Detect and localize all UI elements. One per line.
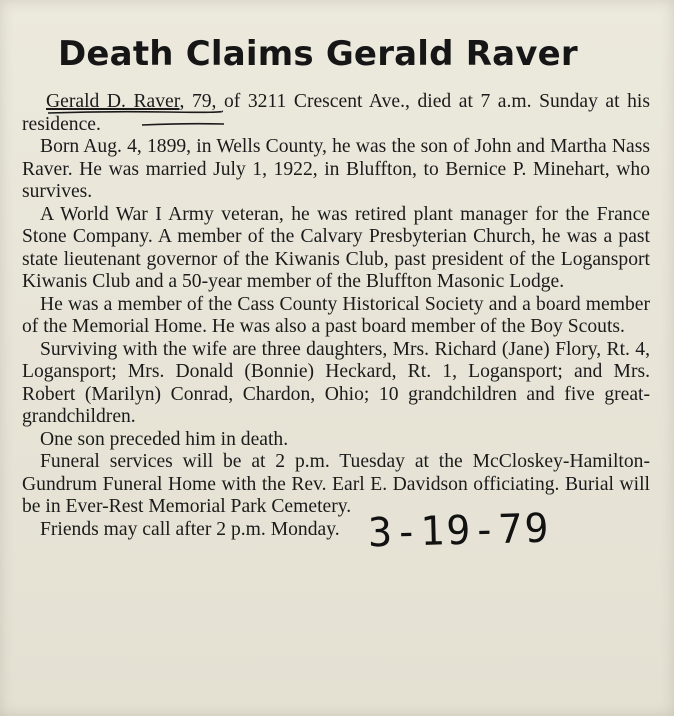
paragraph-lead xyxy=(22,91,650,136)
paragraph-birth: Born Aug. 4, 1899, in Wells County, he was the son of John and Martha Nass Raver. He was married July 1, 1922, in Bluffton, to Bernice P. Minehart, who survives. xyxy=(22,136,650,202)
handwritten-date: 3-19-79 xyxy=(367,505,552,557)
paragraph-text: , 79, of 3211 Crescent Ave., died at 7 a.m. Sunday at his residence. xyxy=(22,91,651,135)
paragraph-funeral: Funeral services will be at 2 p.m. Tuesday at the McCloskey-Hamilton-Gundrum Funeral Home with the Rev. Earl E. Davidson officiating. Burial will be in Ever-Rest Memorial Park Cemetery. xyxy=(22,451,650,517)
paragraph-memberships: He was a member of the Cass County Historical Society and a board member of the Memorial Home. He was also a past board member of the Boy Scouts. xyxy=(22,293,650,337)
lead-name: Gerald D. Raver xyxy=(46,91,180,112)
paragraph-visitation: Friends may call after 2 p.m. Monday. xyxy=(40,518,340,540)
article-body xyxy=(22,91,650,541)
paragraph-career: A World War I Army veteran, he was retired plant manager for the France Stone Company. A member of the Calvary Presbyterian Church, he was a past state lieutenant governor of the Kiwanis Club, past president of the Logansport Kiwanis Club and a 50-year member of the Bluffton Masonic Lodge. xyxy=(22,203,650,292)
paragraph-preceded: One son preceded him in death. xyxy=(40,428,289,450)
paragraph-survivors: Surviving with the wife are three daughters, Mrs. Richard (Jane) Flory, Rt. 4, Logansport; Mrs. Donald (Bonnie) Heckard, Rt. 1, Logansport; and Mrs. Robert (Marilyn) Conrad, Chardon, Ohio; 10 grandchildren and five great-grandchildren. xyxy=(22,338,650,427)
headline: Death Claims Gerald Raver xyxy=(58,34,578,74)
